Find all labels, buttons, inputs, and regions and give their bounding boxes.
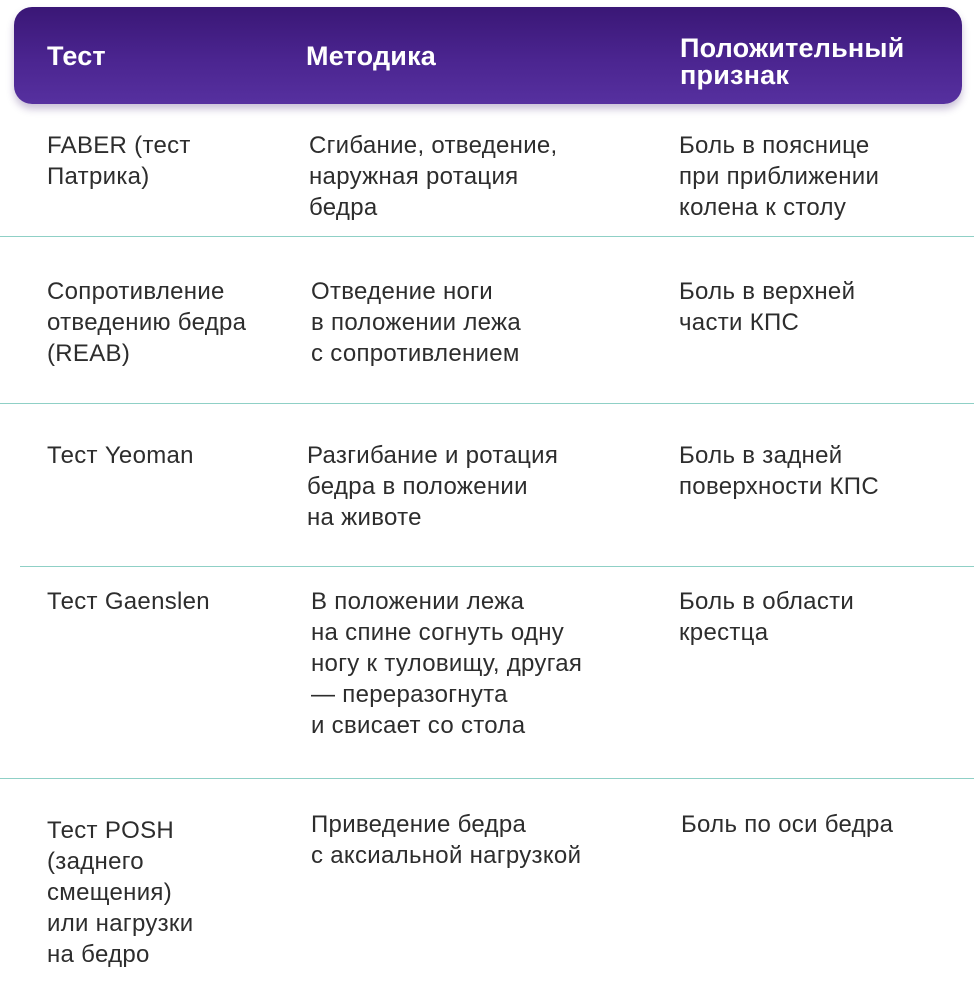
row3-method: Разгибание и ротация бедра в положении на животе <box>307 442 559 531</box>
row2-test: Сопротивление отведению бедра (REAB) <box>47 278 247 367</box>
row4-sign: Боль в области крестца <box>679 588 855 646</box>
row3-sign: Боль в задней поверхности КПС <box>679 442 879 500</box>
row1-sign: Боль в пояснице при приближении колена к столу <box>679 132 880 221</box>
row4-test: Тест Gaenslen <box>47 588 210 615</box>
header-positive-sign: Положительный признак <box>680 33 905 90</box>
row5-sign: Боль по оси бедра <box>681 811 894 838</box>
row-divider <box>0 778 974 779</box>
row1-method: Сгибание, отведение, наружная ротация бедра <box>309 132 558 221</box>
table-header <box>14 7 962 104</box>
row2-sign: Боль в верхней части КПС <box>679 278 856 336</box>
row3-test: Тест Yeoman <box>47 442 194 469</box>
row5-test: Тест POSH (заднего смещения) или нагрузки на бедро <box>47 817 194 968</box>
row-divider <box>20 566 974 567</box>
row2-method: Отведение ноги в положении лежа с сопротивлением <box>311 278 522 367</box>
row5-method: Приведение бедра с аксиальной нагрузкой <box>311 811 582 869</box>
row-divider <box>0 236 974 237</box>
row1-test: FABER (тест Патрика) <box>47 132 191 190</box>
header-method: Методика <box>306 41 437 71</box>
header-test: Тест <box>47 41 106 71</box>
row4-method: В положении лежа на спине согнуть одну ногу к туловищу, другая — переразогнута и свисает со стола <box>311 588 583 739</box>
row-divider <box>0 403 974 404</box>
